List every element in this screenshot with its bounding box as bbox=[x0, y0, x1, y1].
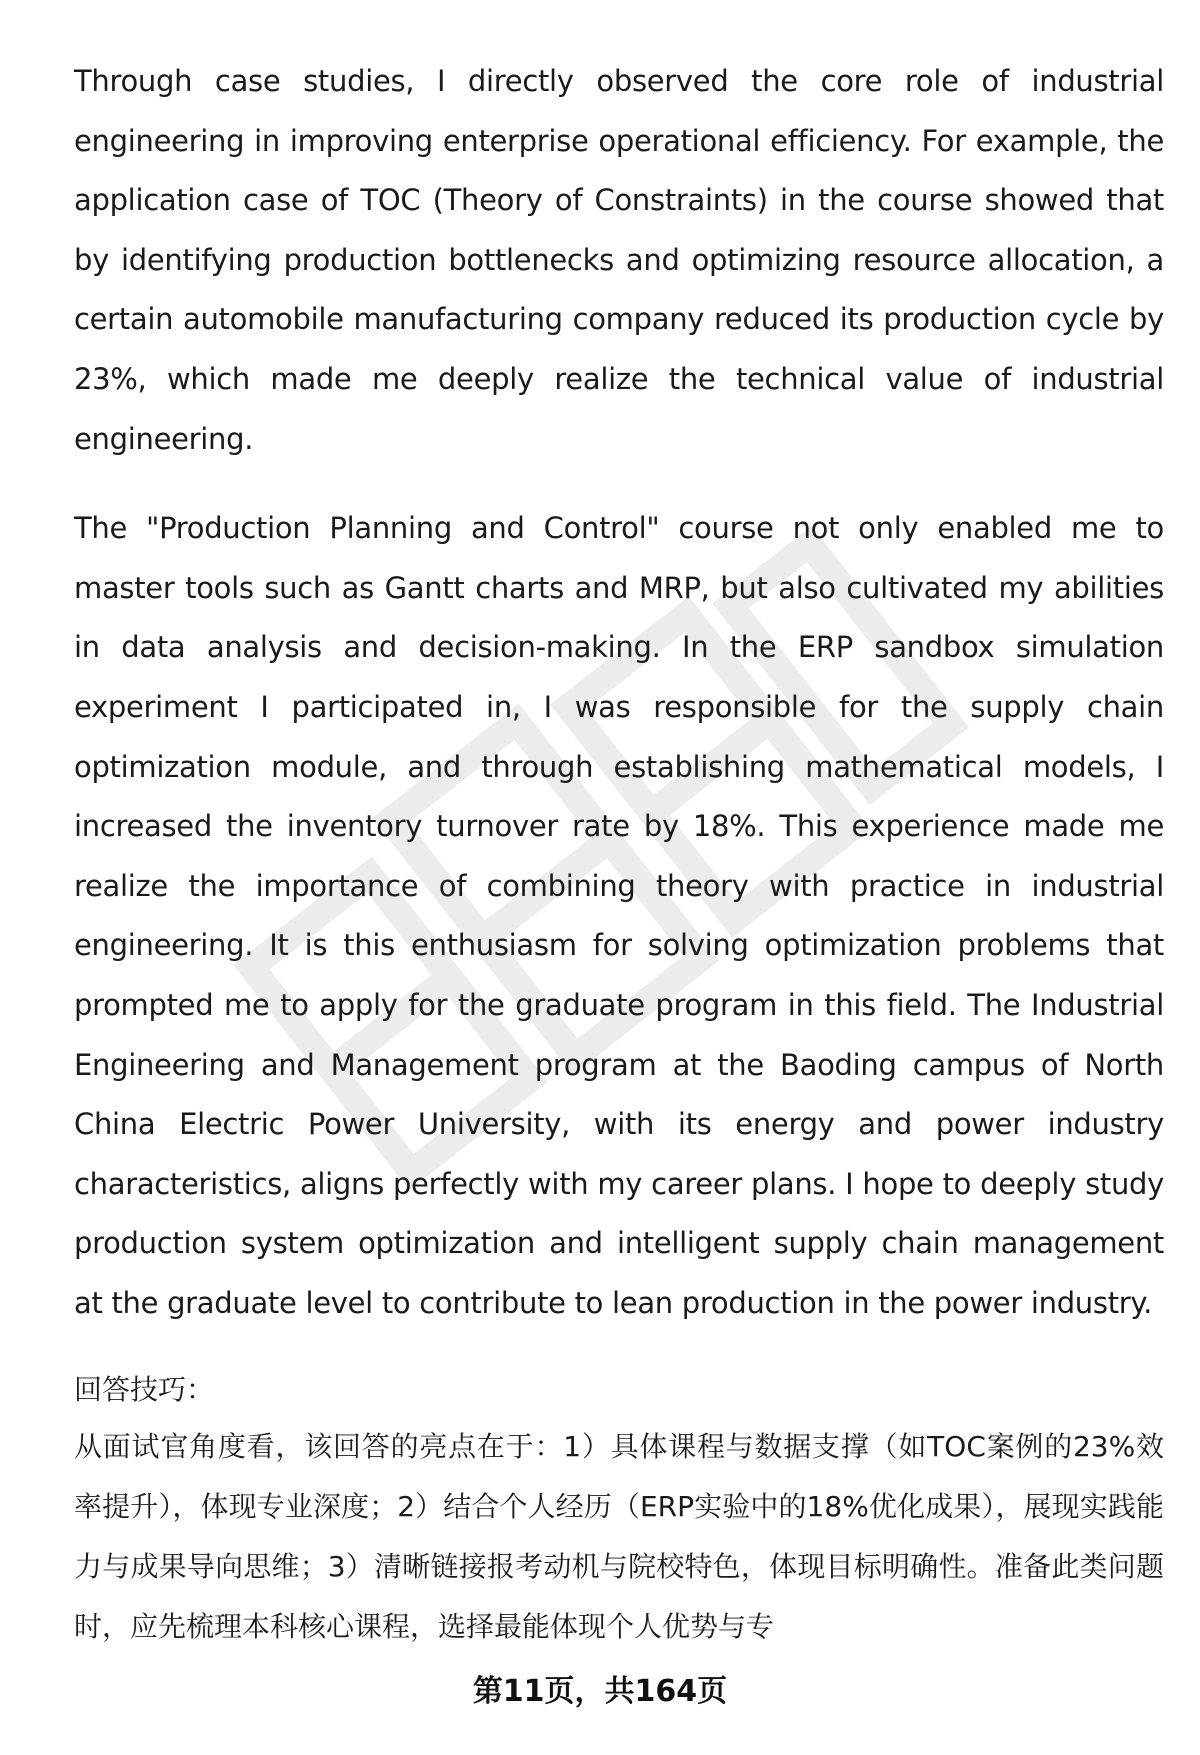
paragraph-1: Through case studies, I directly observed the core role of industrial engineering in improving enterprise operational efficiency. For example, the application case of TOC (Theory of Constraints) in the course showed that by identifying production bottlenecks and optimizing resource allocation, a certain automobile manufacturing company reduced its production cycle by 23%, which made me deeply realize the technical value of industrial engineering. bbox=[74, 64, 1164, 456]
tips-body: 从面试官角度看，该回答的亮点在于：1）具体课程与数据支撑（如TOC案例的23%效率提升），体现专业深度；2）结合个人经历（ERP实验中的18%优化成果），展现实践能力与成果导向思维；3）清晰链接报考动机与院校特色，体现目标明确性。准备此类问题时，应先梳理本科核心课程，选择最能体现个人优势与专 bbox=[74, 1430, 1164, 1643]
page-number-footer: 第11页，共164页 bbox=[472, 1674, 728, 1709]
paragraph-2: The "Production Planning and Control" course not only enabled me to master tools such as Gantt charts and MRP, but also cultivated my abilities in data analysis and decision-making. In the ERP sandbox simulation experiment I participated in, I was responsible for the supply chain optimization module, and through establishing mathematical models, I increased the inventory turnover rate by 18%. This experience made me realize the importance of combining theory with practice in industrial engineering. It is this enthusiasm for solving optimization problems that prompted me to apply for the graduate program in this field. The Industrial Engineering and Management program at the Baoding campus of North China Electric Power University, with its energy and power industry characteristics, aligns perfectly with my career plans. I hope to deeply study production system optimization and intelligent supply chain management at the graduate level to contribute to lean production in the power industry. bbox=[74, 511, 1164, 1320]
answer-tips-section bbox=[74, 1362, 1164, 1657]
main-content bbox=[74, 52, 1164, 1333]
tips-heading: 回答技巧： bbox=[74, 1373, 215, 1406]
